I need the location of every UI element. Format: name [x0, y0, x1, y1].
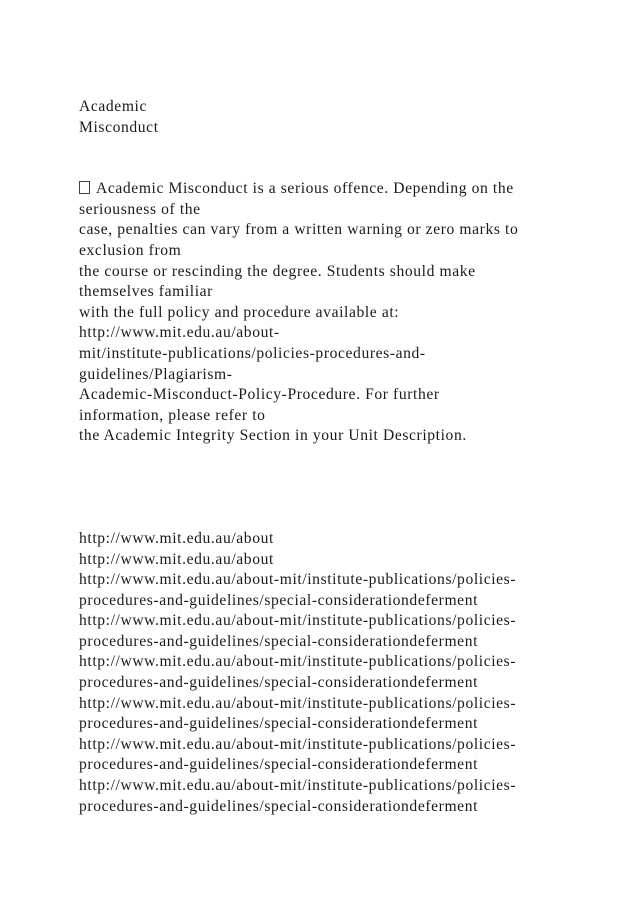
link-line: procedures-and-guidelines/special-considerationdeferment [79, 756, 479, 774]
paragraph-line: Academic-Misconduct-Policy-Procedure. For further [79, 386, 440, 404]
spacer [79, 447, 624, 529]
link-list [79, 529, 624, 817]
paragraph-line: the Academic Integrity Section in your Unit Description. [79, 427, 467, 445]
link-line: http://www.mit.edu.au/about-mit/institute-publications/policies- [79, 735, 517, 753]
policy-paragraph [79, 179, 624, 447]
link-line: procedures-and-guidelines/special-considerationdeferment [79, 632, 479, 650]
spacer [79, 138, 624, 179]
paragraph-line: the course or rescinding the degree. Students should make [79, 262, 476, 280]
paragraph-text: Academic Misconduct is a serious offence. Depending on the [96, 180, 514, 198]
link-line: procedures-and-guidelines/special-considerationdeferment [79, 674, 479, 692]
policy-link-line: http://www.mit.edu.au/about- [79, 324, 280, 342]
paragraph-line: themselves familiar [79, 283, 213, 301]
link-line: http://www.mit.edu.au/about-mit/institute-publications/policies- [79, 694, 517, 712]
paragraph-line: with the full policy and procedure available at: [79, 303, 400, 321]
link-line: http://www.mit.edu.au/about-mit/institute-publications/policies- [79, 571, 517, 589]
link-line: http://www.mit.edu.au/about-mit/institute-publications/policies- [79, 777, 517, 795]
link-line: http://www.mit.edu.au/about-mit/institute-publications/policies- [79, 653, 517, 671]
document-page [79, 97, 624, 817]
document-title [79, 97, 624, 138]
link-line: procedures-and-guidelines/special-considerationdeferment [79, 591, 479, 609]
policy-link-line: guidelines/Plagiarism- [79, 365, 233, 383]
link-line: http://www.mit.edu.au/about [79, 529, 274, 547]
link-line: procedures-and-guidelines/special-considerationdeferment [79, 715, 479, 733]
title-line: Academic [79, 98, 148, 115]
missing-glyph-icon [79, 181, 90, 194]
title-line: Misconduct [79, 118, 159, 136]
paragraph-line: case, penalties can vary from a written warning or zero marks to [79, 221, 519, 239]
paragraph-line: seriousness of the [79, 200, 201, 218]
paragraph-line: information, please refer to [79, 406, 266, 424]
link-line: procedures-and-guidelines/special-considerationdeferment [79, 797, 479, 815]
policy-link-line: mit/institute-publications/policies-procedures-and- [79, 344, 426, 362]
link-line: http://www.mit.edu.au/about-mit/institute-publications/policies- [79, 612, 517, 630]
link-line: http://www.mit.edu.au/about [79, 550, 274, 568]
paragraph-line-first [79, 179, 624, 200]
paragraph-line: exclusion from [79, 241, 182, 259]
